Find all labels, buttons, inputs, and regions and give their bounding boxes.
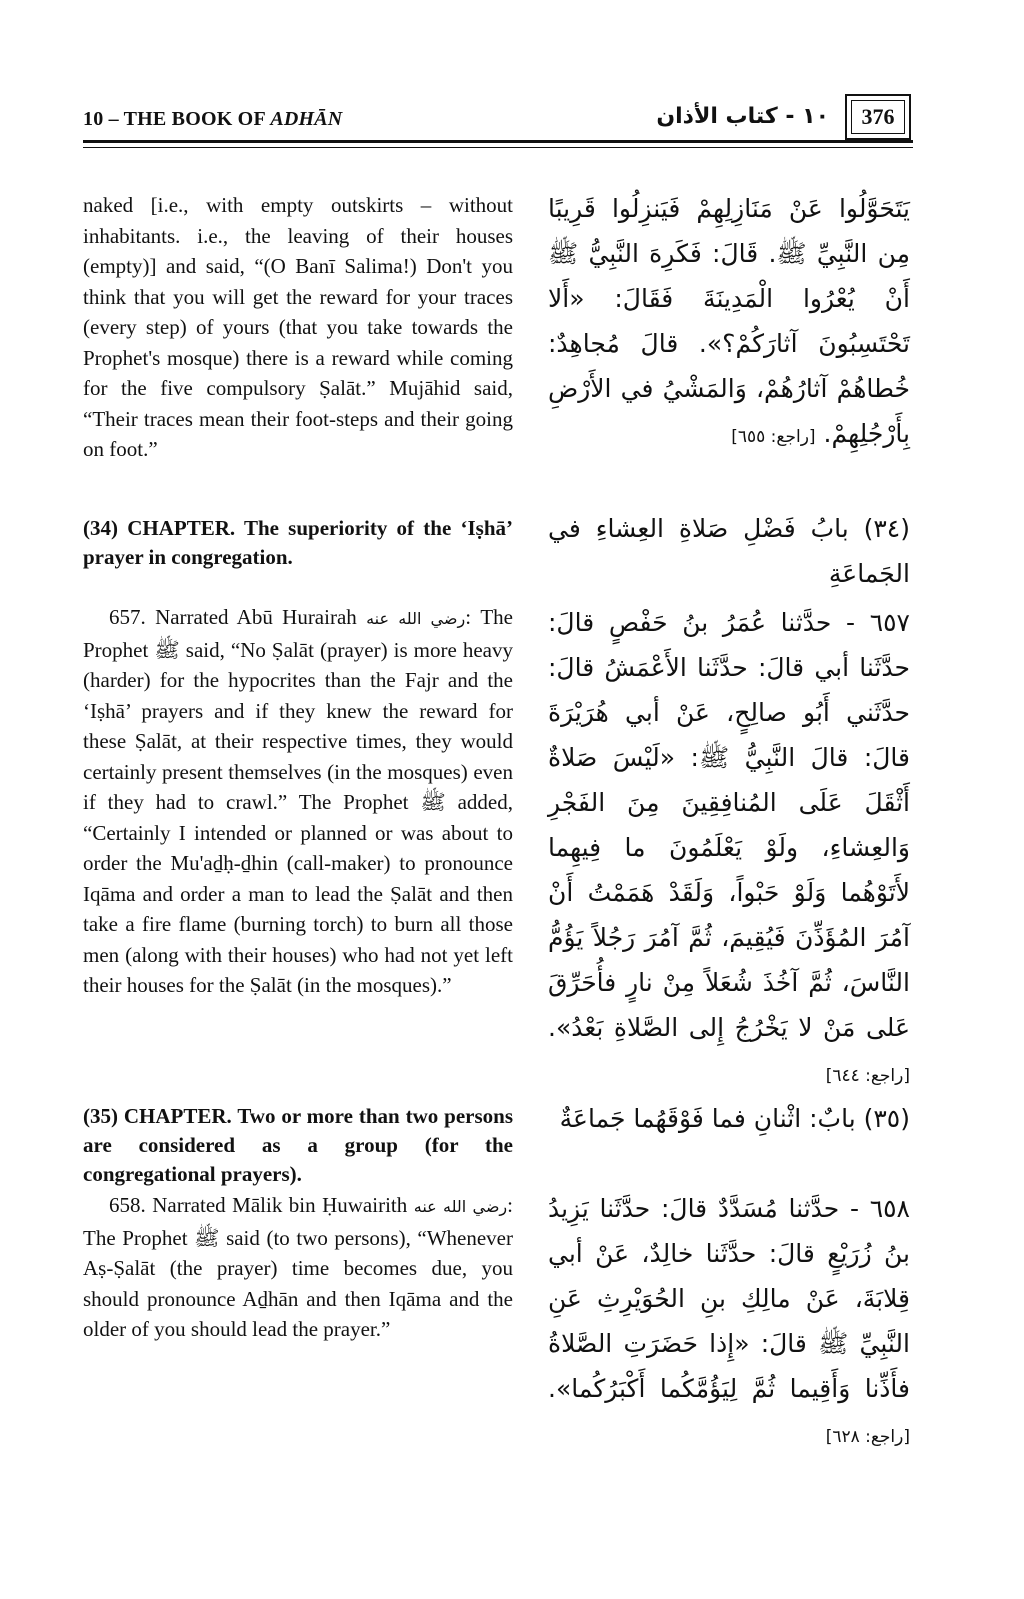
arabic-hadith-657 bbox=[548, 600, 910, 1099]
hadith-657-text bbox=[83, 602, 513, 1001]
arabic-p1-reference: [راجع: ٦٥٥] bbox=[731, 427, 816, 447]
header-title-prefix: 10 – THE BOOK OF bbox=[83, 108, 271, 130]
arabic-chapter-34: (٣٤) بابُ فَضْلِ صَلاةِ العِشاءِ في الجَماعَةِ bbox=[548, 514, 910, 588]
hadith-657-honorific: رضي الله عنه bbox=[366, 609, 466, 628]
arabic-hadith-658 bbox=[548, 1186, 910, 1460]
header-rule-thick bbox=[83, 140, 913, 143]
english-hadith-658 bbox=[83, 1190, 513, 1345]
arabic-p1: يَتَحَوَّلُوا عَنْ مَنَازِلِهِمْ فَيَنزِلُوا قَرِيبًا مِن النَّبِيِّ ﷺ. قَالَ: فَكَرِهَ النَّبِيُّ ﷺ أَنْ يُعْرُوا الْمَدِينَةَ فَقَالَ: «أَلا تَحْتَسِبُونَ آثارَكُمْ؟». قالَ مُجاهِدٌ: خُطاهُمْ آثارُهُمْ، وَالمَشْيُ في الأَرْضِ بِأَرْجُلِهِمْ. bbox=[548, 194, 910, 448]
hadith-657-body: : The Prophet ﷺ said, “No Ṣalāt (prayer) is more heavy (harder) for the hypocrites than the Fajr and the ‘Iṣhā’ prayers and if they knew the reward for these Ṣalāt, at their respective times, they would certainly present themselves (in the mosques) even if they had to crawl.” The Prophet ﷺ added, “Certainly I intended or planned or was about to order the Mu'aḏḥ-ḏhin (call-maker) to pronounce Iqāma and order a man to lead the Ṣalāt and then take a fire flame (burning torch) to burn all those men (along with their houses) who had not yet left their houses for the Ṣalāt (in the mosques).” bbox=[83, 605, 514, 997]
hadith-658-lead: 658. Narrated Mālik bin Ḥuwairith bbox=[109, 1193, 414, 1217]
english-chapter-35 bbox=[83, 1102, 513, 1189]
english-p1: naked [i.e., with empty outskirts – without inhabitants. i.e., the leaving of their houses (empty)] and said, “(O Banī Salima!) Don't you think that you will get the reward for your traces (every step) of yours (that you take towards the Prophet's mosque) there is a reward while coming for the five compulsory Ṣalāt.” Mujāhid said, “Their traces mean their foot-steps and their going on foot.” bbox=[83, 193, 513, 461]
hadith-657-lead: 657. Narrated Abū Hurairah bbox=[109, 605, 367, 629]
english-hadith-657 bbox=[83, 602, 513, 1001]
arabic-chapter-35: (٣٥) بابٌ: اثْنانِ فما فَوْقَهُما جَماعَةٌ bbox=[559, 1104, 910, 1133]
arabic-paragraph-continuation bbox=[548, 186, 910, 460]
arabic-hadith-657-text: ٦٥٧ - حدَّثنا عُمَرُ بنُ حَفْصٍ قالَ: حدَّثَنا أبي قالَ: حدَّثَنا الأَعْمَشُ قالَ: حدَّثَني أَبُو صالِحٍ، عَنْ أبي هُرَيْرَةَ قالَ: قالَ النَّبِيُّ ﷺ: «لَيْسَ صَلاةٌ أَثْقَلَ عَلَى المُنافِقِينَ مِنَ الفَجْرِ وَالعِشاءِ، ولَوْ يَعْلَمُونَ ما فِيهِما لأَتَوْهُما وَلَوْ حَبْواً، وَلَقَدْ هَمَمْتُ أَنْ آمُرَ المُؤَذِّنَ فَيُقِيمَ، ثُمَّ آمُرَ رَجُلاً يَؤُمُّ النَّاسَ، ثُمَّ آخُذَ شُعَلاً مِنْ نارٍ فأُحَرِّقَ عَلى مَنْ لا يَخْرُجُ إِلى الصَّلاةِ بَعْدُ». bbox=[548, 608, 910, 1042]
hadith-658-honorific: رضي الله عنه bbox=[413, 1197, 508, 1216]
chapter-35-heading: (35) CHAPTER. Two or more than two persons are considered as a group (for the congregational prayers). bbox=[83, 1104, 513, 1186]
page-number: 376 bbox=[851, 100, 905, 134]
hadith-658-text bbox=[83, 1190, 513, 1345]
english-chapter-34 bbox=[83, 514, 513, 572]
header-title-italic: ADHĀN bbox=[270, 108, 343, 130]
hadith-658-body: : The Prophet ﷺ said (to two persons), “Whenever Aṣ-Ṣalāt (the prayer) time becomes due, you should pronounce Aḏhān and then Iqāma and the older of you should lead the prayer.” bbox=[83, 1193, 514, 1341]
chapter-34-heading: (34) CHAPTER. The superiority of the ‘Iṣhā’ prayer in congregation. bbox=[83, 516, 513, 569]
header-rule-thin bbox=[83, 147, 913, 148]
page-number-box bbox=[845, 94, 911, 140]
arabic-hadith-658-reference: [راجع: ٦٢٨] bbox=[825, 1427, 910, 1447]
arabic-hadith-658-text: ٦٥٨ - حدَّثنا مُسَدَّدٌ قالَ: حدَّثَنا يَزِيدُ بنُ زُرَيْعٍ قالَ: حدَّثَنا خالِدٌ، عَنْ أبي قِلابَةَ، عَنْ مالِكِ بنِ الحُوَيْرِثِ عَنِ النَّبِيِّ ﷺ قالَ: «إِذا حَضَرَتِ الصَّلاةُ فأَذِّنا وَأَقِيما ثُمَّ لِيَؤُمَّكُما أَكْبَرُكُما». bbox=[548, 1194, 910, 1403]
running-header-arabic: ١٠ - كتاب الأذان bbox=[656, 104, 829, 129]
arabic-hadith-657-reference: [راجع: ٦٤٤] bbox=[825, 1066, 910, 1086]
running-header-english bbox=[83, 108, 342, 131]
english-paragraph-continuation bbox=[83, 190, 513, 465]
